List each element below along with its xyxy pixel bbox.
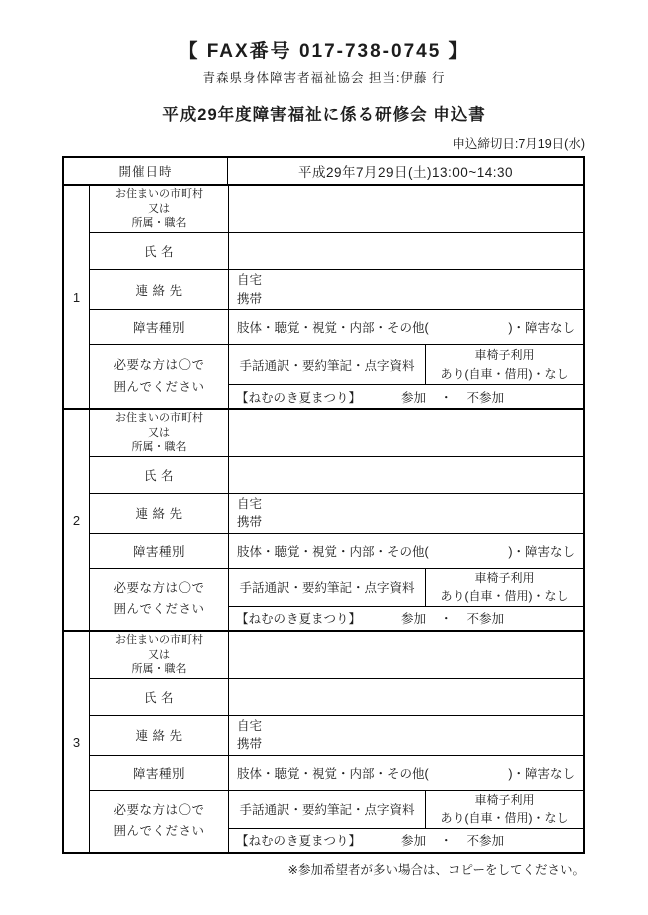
- festival-label: 【ねむのき夏まつり】: [236, 390, 362, 405]
- disability-options-start: 肢体・聴覚・視覚・内部・その他(: [237, 544, 429, 559]
- residence-label-line2: 又は: [148, 648, 170, 661]
- wheelchair-title: 車椅子利用: [474, 347, 535, 362]
- schedule-value: 平成29年7月29日(土)13:00~14:30: [298, 165, 513, 180]
- disability-options-end: )・障害なし: [508, 544, 575, 559]
- festival-join-option: 参加: [401, 612, 427, 627]
- wheelchair-choices: あり(自車・借用)・なし: [440, 366, 569, 381]
- section-rows: [90, 186, 583, 408]
- festival-separator: ・: [440, 390, 453, 405]
- circle-instruction-label: [90, 345, 229, 408]
- residence-field[interactable]: [229, 410, 583, 456]
- contact-home-label: 自宅: [237, 272, 263, 287]
- circle-instruction-line2: 囲んでください: [113, 379, 205, 394]
- circle-instruction-line2: 囲んでください: [113, 824, 205, 839]
- name-row: [90, 457, 583, 494]
- name-field[interactable]: [229, 679, 583, 715]
- residence-label-line2: 又は: [148, 426, 170, 439]
- residence-label-line3: 所属・職名: [131, 663, 187, 676]
- wheelchair-choices: あり(自車・借用)・なし: [440, 589, 569, 604]
- schedule-label: 開催日時: [64, 158, 228, 184]
- schedule-row: [64, 158, 583, 186]
- festival-decline-option: 不参加: [466, 612, 505, 627]
- festival-separator: ・: [440, 834, 453, 849]
- section-rows: [90, 410, 583, 630]
- residence-row: [90, 410, 583, 457]
- disability-options: [229, 756, 583, 790]
- residence-row: [90, 186, 583, 233]
- contact-field[interactable]: [229, 716, 583, 755]
- circle-instruction-line2: 囲んでください: [113, 602, 205, 617]
- festival-separator: ・: [440, 612, 453, 627]
- needs-content: [229, 791, 583, 852]
- fax-number-line: 【 FAX番号 017-738-0745 】: [178, 41, 470, 62]
- support-options: 手話通訳・要約筆記・点字資料: [229, 345, 426, 384]
- circle-instruction-label: [90, 569, 229, 630]
- disability-row: [90, 756, 583, 791]
- contact-home-label: 自宅: [237, 496, 263, 511]
- contact-field[interactable]: [229, 270, 583, 309]
- applicant-section-2: [64, 408, 583, 630]
- festival-row: [229, 385, 583, 408]
- festival-decline-option: 不参加: [466, 834, 505, 849]
- festival-join-option: 参加: [401, 390, 427, 405]
- festival-label: 【ねむのき夏まつり】: [236, 834, 362, 849]
- residence-label-line2: 又は: [148, 202, 170, 215]
- disability-row: [90, 534, 583, 569]
- disability-label: 障害種別: [90, 756, 229, 790]
- section-number: 2: [64, 410, 90, 630]
- applicant-section-1: [64, 186, 583, 408]
- contact-field[interactable]: [229, 494, 583, 533]
- application-deadline: 申込締切日:7月19日(水): [452, 137, 585, 151]
- festival-row: [229, 829, 583, 852]
- residence-label-line1: お住まいの市町村: [115, 634, 203, 647]
- applicant-section-3: [64, 630, 583, 852]
- residence-field[interactable]: [229, 632, 583, 678]
- disability-options-start: 肢体・聴覚・視覚・内部・その他(: [237, 766, 429, 781]
- section-number: 3: [64, 632, 90, 852]
- needs-row: [90, 791, 583, 852]
- wheelchair-options: [426, 791, 583, 828]
- festival-decline-option: 不参加: [466, 390, 505, 405]
- needs-content: [229, 569, 583, 630]
- needs-row: [90, 569, 583, 630]
- section-number: 1: [64, 186, 90, 408]
- residence-label-line3: 所属・職名: [131, 217, 187, 230]
- residence-label-line1: お住まいの市町村: [115, 412, 203, 425]
- residence-label: [90, 632, 229, 678]
- circle-instruction-label: [90, 791, 229, 852]
- disability-options: [229, 310, 583, 344]
- festival-join-option: 参加: [401, 834, 427, 849]
- wheelchair-options: [426, 345, 583, 384]
- needs-row: [90, 345, 583, 408]
- residence-row: [90, 632, 583, 679]
- festival-label: 【ねむのき夏まつり】: [236, 612, 362, 627]
- residence-label-line3: 所属・職名: [131, 441, 187, 454]
- disability-options-start: 肢体・聴覚・視覚・内部・その他(: [237, 321, 429, 335]
- circle-instruction-line1: 必要な方は〇で: [113, 358, 205, 373]
- needs-options: [229, 569, 583, 607]
- name-row: [90, 679, 583, 716]
- name-label: 氏 名: [90, 233, 229, 269]
- disability-options: [229, 534, 583, 568]
- name-label: 氏 名: [90, 679, 229, 715]
- contact-mobile-label: 携帯: [237, 515, 263, 530]
- name-field[interactable]: [229, 457, 583, 493]
- contact-label: 連 絡 先: [90, 270, 229, 309]
- contact-label: 連 絡 先: [90, 494, 229, 533]
- contact-mobile-label: 携帯: [237, 737, 263, 752]
- support-options: 手話通訳・要約筆記・点字資料: [229, 791, 426, 828]
- disability-row: [90, 310, 583, 345]
- wheelchair-title: 車椅子利用: [474, 792, 535, 807]
- name-row: [90, 233, 583, 270]
- residence-label: [90, 410, 229, 456]
- residence-label: [90, 186, 229, 232]
- disability-label: 障害種別: [90, 310, 229, 344]
- organization-contact-line: 青森県身体障害者福祉協会 担当:伊藤 行: [202, 71, 446, 85]
- needs-options: [229, 791, 583, 829]
- name-label: 氏 名: [90, 457, 229, 493]
- circle-instruction-line1: 必要な方は〇で: [113, 803, 205, 818]
- contact-mobile-label: 携帯: [237, 291, 263, 306]
- wheelchair-choices: あり(自車・借用)・なし: [440, 811, 569, 826]
- residence-label-line1: お住まいの市町村: [115, 188, 203, 201]
- copy-instruction-note: ※参加希望者が多い場合は、コピーをしてください。: [287, 863, 585, 877]
- document-title: 平成29年度障害福祉に係る研修会 申込書: [162, 106, 486, 124]
- contact-label: 連 絡 先: [90, 716, 229, 755]
- disability-label: 障害種別: [90, 534, 229, 568]
- disability-options-end: )・障害なし: [508, 321, 575, 335]
- circle-instruction-line1: 必要な方は〇で: [113, 581, 205, 596]
- needs-content: [229, 345, 583, 408]
- residence-field[interactable]: [229, 186, 583, 232]
- contact-row: [90, 716, 583, 756]
- wheelchair-title: 車椅子利用: [474, 570, 535, 585]
- name-field[interactable]: [229, 233, 583, 269]
- application-form-table: [62, 156, 585, 854]
- contact-home-label: 自宅: [237, 718, 263, 733]
- needs-options: [229, 345, 583, 385]
- wheelchair-options: [426, 569, 583, 606]
- festival-row: [229, 607, 583, 630]
- contact-row: [90, 494, 583, 534]
- section-rows: [90, 632, 583, 852]
- contact-row: [90, 270, 583, 310]
- disability-options-end: )・障害なし: [508, 766, 575, 781]
- support-options: 手話通訳・要約筆記・点字資料: [229, 569, 426, 606]
